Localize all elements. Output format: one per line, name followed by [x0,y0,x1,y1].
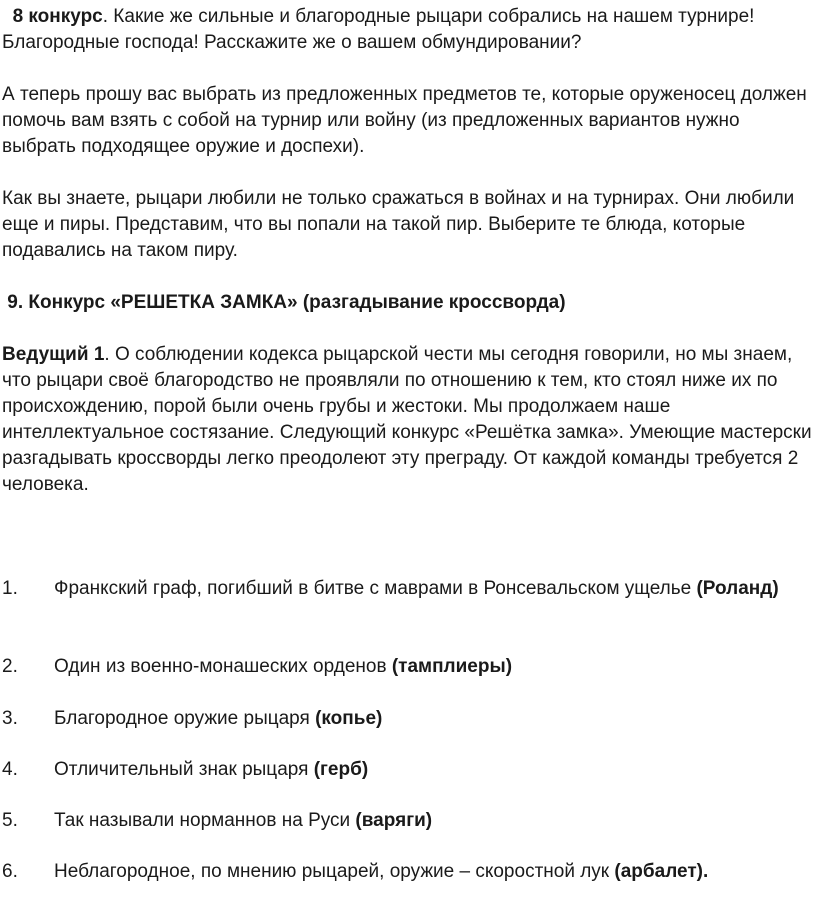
contest-8-paragraph [2,4,814,56]
host-text: . О соблюдении кодекса рыцарской чести мы сегодня говорили, но мы знаем, что рыцари своё благородство не проявляли по отношению к тем, кто стоял ниже их по происхождению, порой были очень грубы и жестоки. Мы продолжаем наше интеллектуальное состязание. Следующий конкурс «Решётка замка». Умеющие мастерски разгадывать кроссворды легко преодолеют эту преграду. От каждой команды требуется 2 человека. [2,344,812,495]
host-paragraph [2,342,814,498]
crossword-question: Неблагородное, по мнению рыцарей, оружие – скоростной лук [54,861,615,882]
crossword-item-2 [2,654,814,680]
crossword-number: 3. [2,708,18,729]
crossword-item-1 [2,576,814,602]
crossword-number: 4. [2,759,18,780]
contest-8-text: . Какие же сильные и благородные рыцари собрались на нашем турнире! Благородные господа! Расскажите же о вашем обмундировании? [2,6,755,53]
crossword-item-4 [2,757,814,783]
crossword-number: 6. [2,861,18,882]
crossword-question: Отличительный знак рыцаря [54,759,314,780]
crossword-item-3 [2,706,814,732]
crossword-question: Один из военно-монашеских орденов [54,656,392,677]
host-label: Ведущий 1 [2,344,105,365]
crossword-answer: (тамплиеры) [391,656,513,677]
crossword-answer: (варяги) [355,810,433,831]
weapons-paragraph: А теперь прошу вас выбрать из предложенных предметов те, которые оруженосец должен помочь вам взять с собой на турнир или войну (из предложенных вариантов нужно выбрать подходящее оружие и доспехи). [2,84,807,157]
crossword-question: Благородное оружие рыцаря [54,708,316,729]
crossword-answer: (арбалет). [614,861,709,882]
contest-9-heading [2,290,814,316]
crossword-question: Франкский граф, погибший в битве с маврами в Ронсевальском ущелье [54,578,697,599]
feast-paragraph: Как вы знаете, рыцари любили не только сражаться в войнах и на турнирах. Они любили еще и пиры. Представим, что вы попали на такой пир. Выберите те блюда, которые подавались на таком пиру. [2,188,795,261]
crossword-number: 1. [2,578,18,599]
crossword-answer: (копье) [315,708,383,729]
crossword-number: 2. [2,656,18,677]
contest-8-heading: 8 конкурс [12,6,103,27]
crossword-number: 5. [2,810,18,831]
crossword-answer: (герб) [313,759,369,780]
crossword-answer: (Роланд) [696,578,779,599]
crossword-item-6 [2,859,814,885]
crossword-item-5 [2,808,814,834]
contest-9-title: 9. Конкурс «РЕШЕТКА ЗАМКА» (разгадывание кроссворда) [7,292,566,313]
crossword-question: Так называли норманнов на Руси [54,810,356,831]
